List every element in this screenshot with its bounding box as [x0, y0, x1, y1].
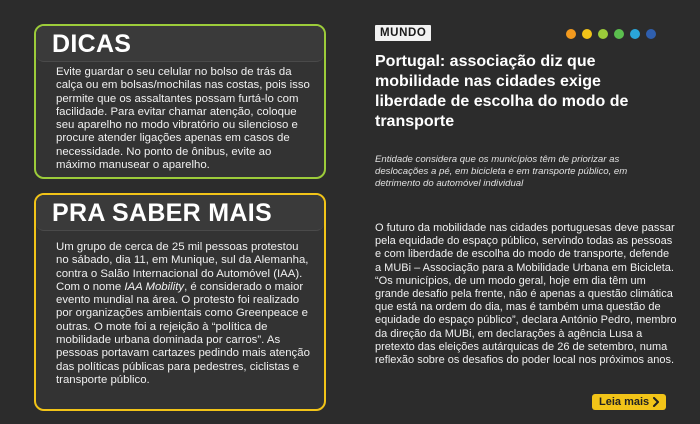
learn-more-text-italic: IAA Mobility: [124, 280, 185, 293]
article-body: O futuro da mobilidade nas cidades portuguesas deve passar pela equidade do espaço público, servindo todas as pessoas e com liberdade de escolha do modo de transporte, defende a MUBi – Associação para a Mobilidade Urbana em Bicicleta. “Os municípios, de um modo geral, hoje em dia têm um grande desafio pela frente, não é apenas a questão climática que está na ordem do dia, mas é também uma questão de equidade do espaço público”, declara António Pedro, membro da direção da MUBi, em declarações à agência Lusa a pretexto das eleições autárquicas de 26 de setembro, numa reflexão sobre os desafios do poder local nos próximos anos.: [375, 222, 677, 367]
dot-yellow: [582, 29, 592, 39]
dot-green: [614, 29, 624, 39]
tips-title: DICAS: [52, 30, 132, 58]
read-more-label: Leia mais: [599, 396, 650, 408]
article-lead: Entidade considera que os municípios têm de priorizar as deslocações a pé, em bicicleta e em transporte público, em detrimento do automóvel individual: [375, 154, 628, 189]
dot-light-green: [598, 29, 608, 39]
learn-more-header: [36, 195, 324, 231]
learn-more-box: [34, 193, 326, 411]
dot-cyan: [630, 29, 640, 39]
section-tag: MUNDO: [375, 25, 431, 41]
learn-more-text-part-1: Um grupo de cerca de 25 mil pessoas protestou no sábado, dia 11, em Munique, sul da Alemanha, contra o Salão Internacional do Automóvel (IAA). Com o nome: [56, 241, 309, 293]
tips-box: [34, 24, 326, 179]
dot-orange: [566, 29, 576, 39]
read-more-button[interactable]: [592, 394, 666, 410]
dot-blue: [646, 29, 656, 39]
tips-header: [36, 26, 324, 62]
tips-text: Evite guardar o seu celular no bolso de trás da calça ou em bolsas/mochilas nas costas, pois isso permite que os assaltantes possam furtá-lo com facilidade. Para evitar chamar atenção, coloque seu aparelho no modo vibratório ou silencioso e procure atender ligações apenas em casos de necessidade. No ponto de ônibus, evite ao máximo manusear o aparelho.: [56, 66, 310, 172]
learn-more-text: [56, 241, 314, 387]
chevron-right-icon: [652, 397, 660, 407]
learn-more-text-part-2: , é considerado o maior evento mundial na área. O protesto foi realizado por organizações ambientais como Greenpeace e outras. O mote foi a rejeição à “política de mobilidade urbana dominada por carros”. As pessoas portavam cartazes pedindo mais atenção das políticas públicas para pedestres, ciclistas e transporte público.: [56, 280, 310, 386]
learn-more-title: PRA SABER MAIS: [52, 199, 272, 227]
article-headline: Portugal: associação diz que mobilidade nas cidades exige liberdade de escolha do modo de transporte: [375, 53, 629, 130]
